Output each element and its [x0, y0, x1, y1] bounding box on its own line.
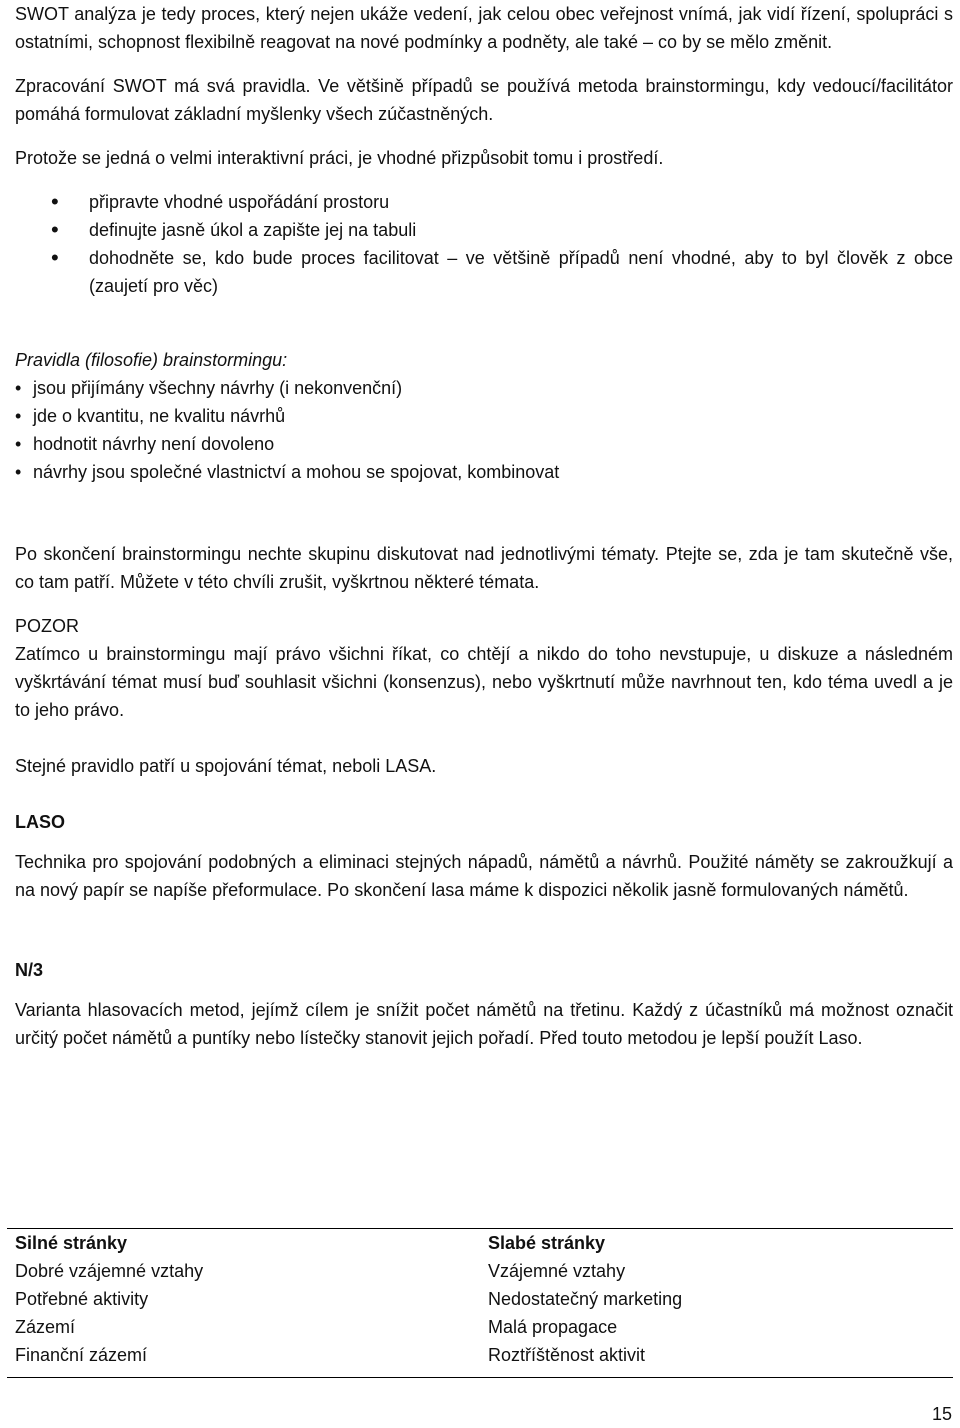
- table-cell: Potřebné aktivity: [15, 1289, 149, 1309]
- rules-bullet-list: [15, 374, 953, 486]
- weaknesses-header: Slabé stránky: [488, 1233, 606, 1253]
- list-item: • návrhy jsou společné vlastnictví a mohou se spojovat, kombinovat: [15, 458, 953, 486]
- intro-paragraph-2: Zpracování SWOT má svá pravidla. Ve většině případů se používá metoda brainstormingu, kdy vedoucí/facilitátor pomáhá formulovat základní myšlenky všech zúčastněných.: [15, 76, 953, 124]
- table-cell: Nedostatečný marketing: [488, 1289, 683, 1309]
- swot-table: [7, 1228, 953, 1378]
- list-item: • jsou přijímány všechny návrhy (i nekonvenční): [15, 374, 953, 402]
- page-number: 15: [931, 1404, 952, 1424]
- strengths-column: [7, 1229, 480, 1378]
- table-cell: Dobré vzájemné vztahy: [15, 1261, 204, 1281]
- list-item: • dohodněte se, kdo bude proces facilitovat – ve většině případů není vhodné, aby to byl člověk z obce (zaujetí pro věc): [15, 244, 953, 300]
- n3-heading: N/3: [15, 960, 44, 980]
- list-item: • hodnotit návrhy není dovoleno: [15, 430, 953, 458]
- rules-heading: Pravidla (filosofie) brainstormingu:: [15, 350, 288, 370]
- table-cell: Malá propagace: [488, 1317, 618, 1337]
- after-brainstorming-paragraph: Po skončení brainstormingu nechte skupinu diskutovat nad jednotlivými tématy. Ptejte se, zda je tam skutečně vše, co tam patří. Můžete v této chvíli zrušit, vyškrtnou některé témata.: [15, 544, 953, 592]
- list-item: • definujte jasně úkol a zapište jej na tabuli: [15, 216, 953, 244]
- table-cell: Vzájemné vztahy: [488, 1261, 626, 1281]
- document-page: [15, 0, 953, 1052]
- list-item: • jde o kvantitu, ne kvalitu návrhů: [15, 402, 953, 430]
- same-rule-paragraph: Stejné pravidlo patří u spojování témat, neboli LASA.: [15, 756, 437, 776]
- intro-paragraph-3: Protože se jedná o velmi interaktivní práci, je vhodné přizpůsobit tomu i prostředí.: [15, 148, 664, 168]
- weaknesses-column: [480, 1229, 953, 1378]
- laso-heading: LASO: [15, 812, 66, 832]
- pozor-paragraph: Zatímco u brainstormingu mají právo všichni říkat, co chtějí a nikdo do toho nevstupuje, u diskuze a následném vyškrtávání témat musí buď souhlasit všichni (konsenzus), nebo vyškrtnutí může navrhnout ten, kdo téma uvedl a je to jeho právo.: [15, 644, 953, 720]
- table-cell: Finanční zázemí: [15, 1345, 148, 1365]
- list-item: • připravte vhodné uspořádání prostoru: [15, 188, 953, 216]
- pozor-heading: POZOR: [15, 616, 80, 636]
- strengths-header: Silné stránky: [15, 1233, 128, 1253]
- n3-paragraph: Varianta hlasovacích metod, jejímž cílem je snížit počet námětů na třetinu. Každý z účastníků má možnost označit určitý počet námětů a puntíky nebo lístečky stanovit jejich pořadí. Před touto metodou je lepší použít Laso.: [15, 1000, 953, 1048]
- intro-paragraph-1: SWOT analýza je tedy proces, který nejen ukáže vedení, jak celou obec veřejnost vnímá, jak vidí řízení, spolupráci s ostatními, schopnost flexibilně reagovat na nové podmínky a podněty, ale také – co by se mělo změnit.: [15, 4, 953, 52]
- table-cell: Roztříštěnost aktivit: [488, 1345, 646, 1365]
- setup-bullet-list: [15, 188, 953, 300]
- laso-paragraph: Technika pro spojování podobných a eliminaci stejných nápadů, námětů a návrhů. Použité náměty se zakroužkují a na nový papír se napíše přeformulace. Po skončení lasa máme k dispozici několik jasně formulovaných námětů.: [15, 852, 953, 900]
- table-cell: Zázemí: [15, 1317, 76, 1337]
